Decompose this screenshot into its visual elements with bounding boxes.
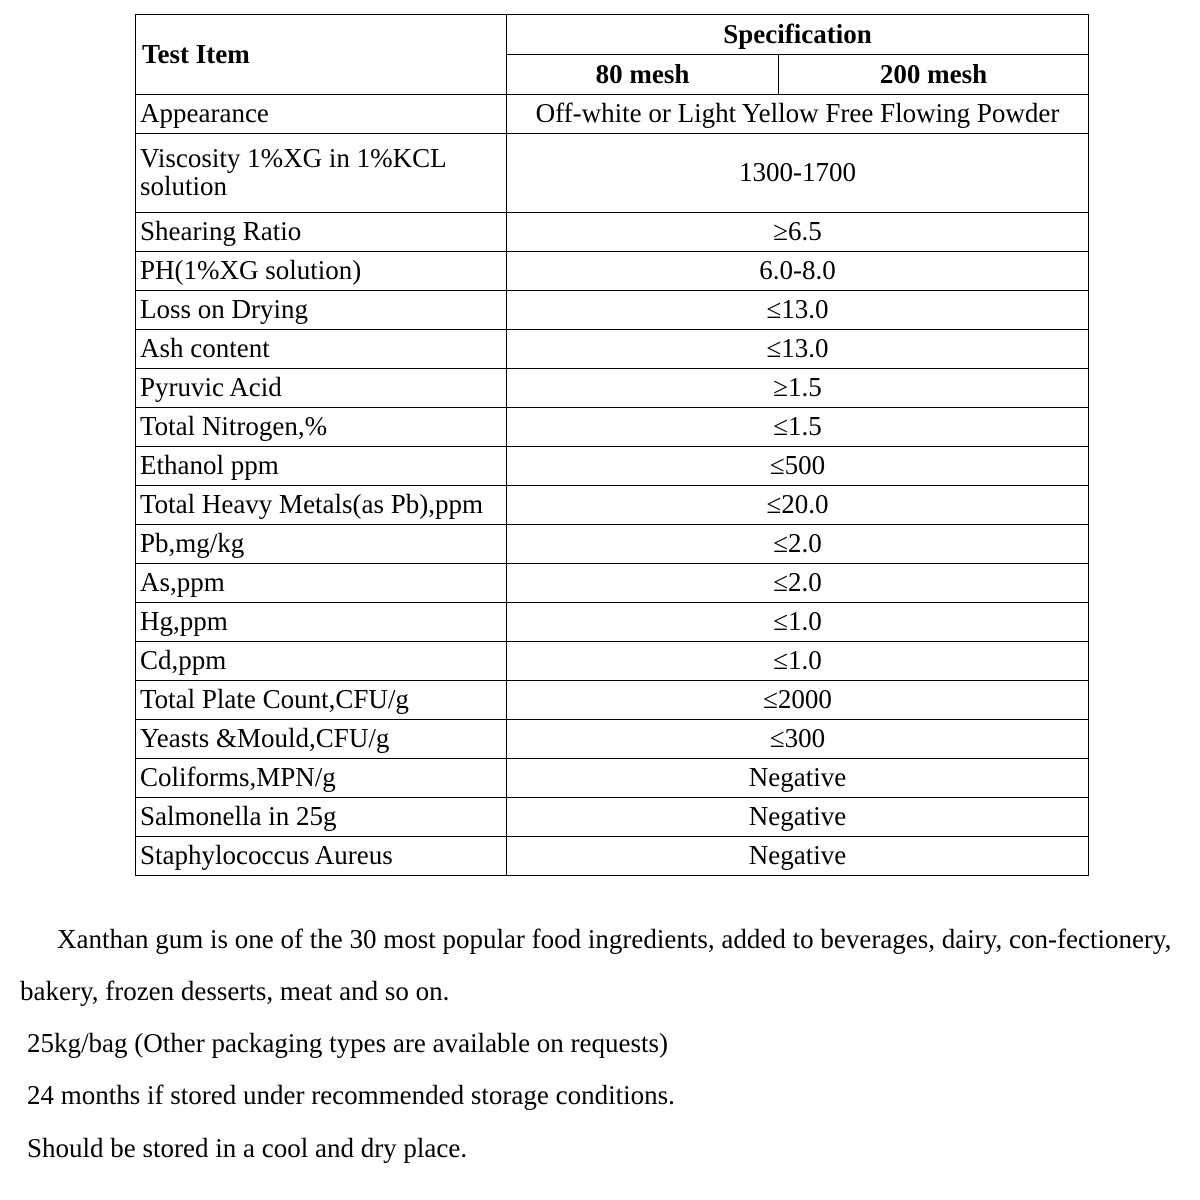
- spec-value-cell: ≤1.0: [507, 603, 1089, 642]
- table-row: [136, 486, 1089, 525]
- spec-value-cell: 6.0-8.0: [507, 252, 1089, 291]
- test-item-cell: Viscosity 1%XG in 1%KCL solution: [136, 134, 507, 213]
- spec-value-cell: ≤1.0: [507, 642, 1089, 681]
- table-header-row: [136, 15, 1089, 55]
- spec-value-cell: ≤300: [507, 720, 1089, 759]
- table-row: [136, 95, 1089, 134]
- table-row: [136, 408, 1089, 447]
- spec-value-cell: ≤2000: [507, 681, 1089, 720]
- table-row: [136, 369, 1089, 408]
- table-row: [136, 837, 1089, 876]
- table-row: [136, 330, 1089, 369]
- table-row: [136, 720, 1089, 759]
- test-item-cell: Ash content: [136, 330, 507, 369]
- test-item-cell: Yeasts &Mould,CFU/g: [136, 720, 507, 759]
- spec-value-cell: ≥1.5: [507, 369, 1089, 408]
- test-item-cell: Shearing Ratio: [136, 213, 507, 252]
- spec-value-cell: Off-white or Light Yellow Free Flowing Powder: [507, 95, 1089, 134]
- table-row: [136, 291, 1089, 330]
- spec-value-cell: ≤20.0: [507, 486, 1089, 525]
- test-item-cell: Coliforms,MPN/g: [136, 759, 507, 798]
- table-row: [136, 759, 1089, 798]
- mesh-200-header: 200 mesh: [779, 55, 1089, 95]
- spec-value-cell: ≤1.5: [507, 408, 1089, 447]
- table-row: [136, 798, 1089, 837]
- table-row: [136, 447, 1089, 486]
- test-item-cell: Cd,ppm: [136, 642, 507, 681]
- table-row: [136, 134, 1089, 213]
- test-item-cell: Pyruvic Acid: [136, 369, 507, 408]
- table-row: [136, 681, 1089, 720]
- mesh-80-header: 80 mesh: [507, 55, 779, 95]
- spec-value-cell: Negative: [507, 837, 1089, 876]
- test-item-cell: Appearance: [136, 95, 507, 134]
- table-row: [136, 525, 1089, 564]
- storage-text: Should be stored in a cool and dry place.: [27, 1133, 468, 1163]
- table-row: [136, 642, 1089, 681]
- test-item-cell: Loss on Drying: [136, 291, 507, 330]
- test-item-cell: Ethanol ppm: [136, 447, 507, 486]
- test-item-cell: Staphylococcus Aureus: [136, 837, 507, 876]
- specification-header: Specification: [507, 15, 1089, 55]
- table-row: [136, 252, 1089, 291]
- spec-value-cell: ≤2.0: [507, 564, 1089, 603]
- spec-value-cell: ≤2.0: [507, 525, 1089, 564]
- table-row: [136, 603, 1089, 642]
- packaging-text: 25kg/bag (Other packaging types are available on requests): [27, 1028, 669, 1058]
- test-item-cell: Hg,ppm: [136, 603, 507, 642]
- table-row: [136, 213, 1089, 252]
- spec-value-cell: ≥6.5: [507, 213, 1089, 252]
- test-item-cell: As,ppm: [136, 564, 507, 603]
- spec-value-cell: Negative: [507, 759, 1089, 798]
- test-item-cell: Pb,mg/kg: [136, 525, 507, 564]
- test-item-cell: Total Nitrogen,%: [136, 408, 507, 447]
- test-item-cell: Total Plate Count,CFU/g: [136, 681, 507, 720]
- description-paragraph: Xanthan gum is one of the 30 most popular food ingredients, added to beverages, dairy, con-fectionery, bakery, frozen desserts, meat and so on.: [20, 924, 1172, 1006]
- spec-value-cell: ≤13.0: [507, 330, 1089, 369]
- table-row: [136, 564, 1089, 603]
- test-item-cell: PH(1%XG solution): [136, 252, 507, 291]
- test-item-header: Test Item: [136, 15, 507, 95]
- test-item-cell: Salmonella in 25g: [136, 798, 507, 837]
- spec-value-cell: 1300-1700: [507, 134, 1089, 213]
- spec-value-cell: ≤500: [507, 447, 1089, 486]
- shelf-life-text: 24 months if stored under recommended storage conditions.: [27, 1080, 675, 1110]
- spec-value-cell: ≤13.0: [507, 291, 1089, 330]
- specification-table: [135, 14, 1089, 876]
- spec-value-cell: Negative: [507, 798, 1089, 837]
- test-item-cell: Total Heavy Metals(as Pb),ppm: [136, 486, 507, 525]
